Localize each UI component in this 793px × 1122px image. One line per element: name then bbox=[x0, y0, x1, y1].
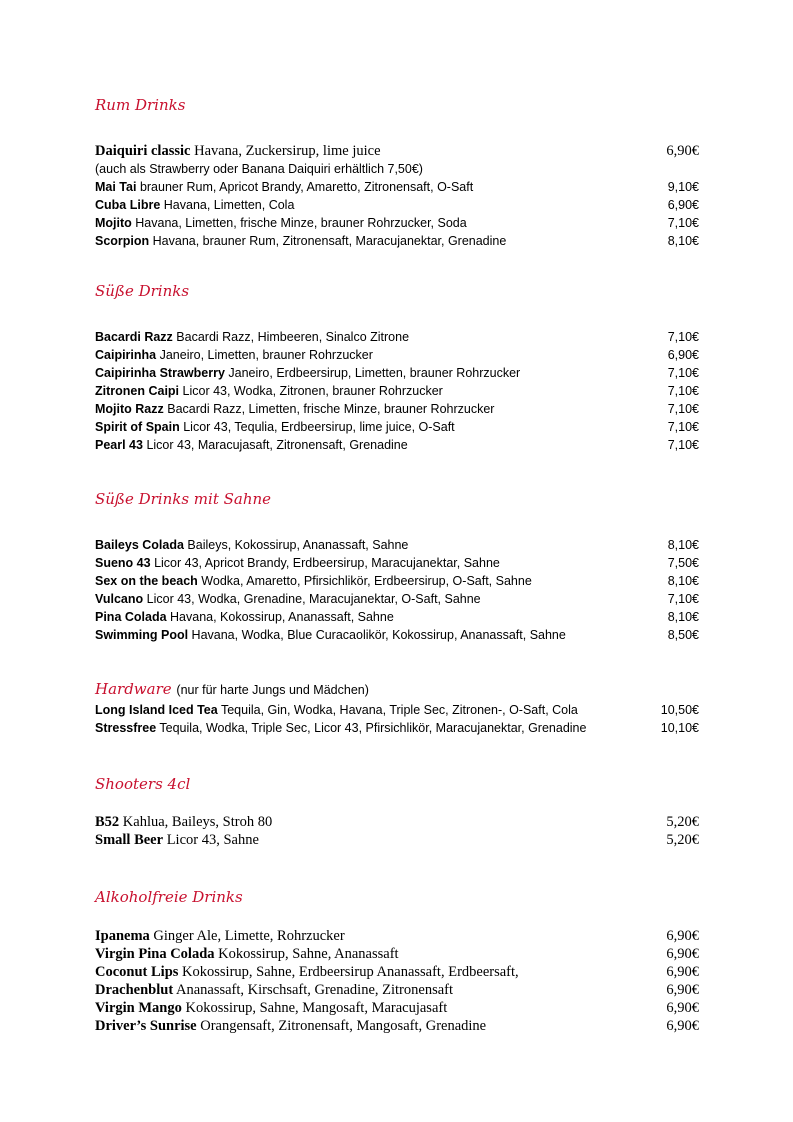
item-name: Long Island Iced Tea bbox=[95, 703, 218, 717]
section-suesse-drinks bbox=[95, 282, 699, 454]
menu-item bbox=[95, 364, 699, 382]
item-price: 7,10€ bbox=[667, 402, 699, 416]
item-name: Mojito Razz bbox=[95, 402, 164, 416]
item-name: Virgin Pina Colada bbox=[95, 946, 215, 962]
item-description: Wodka, Amaretto, Pfirsichlikör, Erdbeersirup, O-Saft, Sahne bbox=[201, 574, 532, 588]
item-description: Kokossirup, Sahne, Mangosaft, Maracujasaft bbox=[185, 1000, 448, 1016]
menu-item bbox=[95, 328, 699, 346]
item-price: 6,90€ bbox=[666, 1018, 699, 1034]
item-description: Janeiro, Limetten, brauner Rohrzucker bbox=[159, 348, 373, 362]
item-description: Ananassaft, Kirschsaft, Grenadine, Zitronensaft bbox=[175, 982, 453, 998]
menu-item bbox=[95, 831, 699, 849]
item-price: 5,20€ bbox=[666, 814, 699, 830]
item-price: 6,90€ bbox=[666, 1000, 699, 1016]
item-name: Spirit of Spain bbox=[95, 420, 180, 434]
item-description: Orangensaft, Zitronensaft, Mangosaft, Grenadine bbox=[200, 1018, 487, 1034]
item-name: Caipirinha Strawberry bbox=[95, 366, 225, 380]
item-price: 7,10€ bbox=[667, 330, 699, 344]
menu-item bbox=[95, 400, 699, 418]
item-description: Licor 43, Wodka, Zitronen, brauner Rohrzucker bbox=[182, 384, 443, 398]
item-name: Caipirinha bbox=[95, 348, 157, 362]
section-rum-drinks bbox=[95, 96, 699, 250]
menu-item bbox=[95, 232, 699, 250]
section-title bbox=[95, 680, 699, 698]
section-title: Süße Drinks bbox=[95, 282, 190, 300]
item-description: Licor 43, Maracujasaft, Zitronensaft, Grenadine bbox=[146, 438, 408, 452]
section-shooters bbox=[95, 775, 699, 849]
menu-item bbox=[95, 999, 699, 1017]
item-price: 7,10€ bbox=[667, 420, 699, 434]
section-title: Süße Drinks mit Sahne bbox=[95, 490, 272, 508]
menu-item bbox=[95, 813, 699, 831]
item-description: Havana, Zuckersirup, lime juice bbox=[194, 143, 381, 159]
item-name: Bacardi Razz bbox=[95, 330, 173, 344]
item-name: Small Beer bbox=[95, 832, 164, 848]
hardware-subtitle: (nur für harte Jungs und Mädchen) bbox=[176, 683, 369, 697]
item-name: Pearl 43 bbox=[95, 438, 143, 452]
item-name: Sueno 43 bbox=[95, 556, 151, 570]
menu-item bbox=[95, 554, 699, 572]
item-name: B52 bbox=[95, 814, 120, 830]
item-price: 7,50€ bbox=[667, 556, 699, 570]
item-price: 8,10€ bbox=[667, 610, 699, 624]
item-description: Licor 43, Apricot Brandy, Erdbeersirup, Maracujanektar, Sahne bbox=[154, 556, 500, 570]
item-price: 7,10€ bbox=[667, 366, 699, 380]
item-price: 10,50€ bbox=[660, 703, 699, 717]
item-description: Bacardi Razz, Limetten, frische Minze, brauner Rohrzucker bbox=[167, 402, 495, 416]
hardware-title: Hardware bbox=[95, 680, 172, 698]
item-price: 7,10€ bbox=[667, 592, 699, 606]
item-price: 8,10€ bbox=[667, 574, 699, 588]
item-price: 8,50€ bbox=[667, 628, 699, 642]
item-name: Sex on the beach bbox=[95, 574, 198, 588]
item-price: 10,10€ bbox=[660, 721, 699, 735]
section-sahne-drinks bbox=[95, 490, 699, 644]
item-name: Zitronen Caipi bbox=[95, 384, 180, 398]
menu-item bbox=[95, 981, 699, 999]
item-name: Daiquiri classic bbox=[95, 143, 191, 159]
menu-item bbox=[95, 701, 699, 719]
item-price: 6,90€ bbox=[666, 964, 699, 980]
item-description: Tequila, Wodka, Triple Sec, Licor 43, Pfirsichlikör, Maracujanektar, Grenadine bbox=[159, 721, 587, 735]
item-price: 7,10€ bbox=[667, 216, 699, 230]
menu-item bbox=[95, 418, 699, 436]
menu-item bbox=[95, 1017, 699, 1035]
item-price: 6,90€ bbox=[666, 928, 699, 944]
item-description: Janeiro, Erdbeersirup, Limetten, brauner Rohrzucker bbox=[228, 366, 521, 380]
menu-item bbox=[95, 572, 699, 590]
item-name: Driver’s Sunrise bbox=[95, 1018, 197, 1034]
item-description: Havana, Kokossirup, Ananassaft, Sahne bbox=[170, 610, 394, 624]
menu-item bbox=[95, 196, 699, 214]
item-description: Licor 43, Wodka, Grenadine, Maracujanektar, O-Saft, Sahne bbox=[146, 592, 481, 606]
daiquiri-note: (auch als Strawberry oder Banana Daiquiri erhältlich 7,50€) bbox=[95, 162, 423, 176]
item-description: Havana, brauner Rum, Zitronensaft, Maracujanektar, Grenadine bbox=[152, 234, 507, 248]
item-price: 5,20€ bbox=[666, 832, 699, 848]
item-name: Mai Tai bbox=[95, 180, 137, 194]
item-description: Havana, Limetten, Cola bbox=[163, 198, 295, 212]
item-description: Licor 43, Tequlia, Erdbeersirup, lime juice, O-Saft bbox=[183, 420, 455, 434]
item-name: Ipanema bbox=[95, 928, 150, 944]
item-price: 6,90€ bbox=[666, 143, 699, 159]
menu-item bbox=[95, 927, 699, 945]
menu-item bbox=[95, 626, 699, 644]
menu-item bbox=[95, 963, 699, 981]
item-description: Bacardi Razz, Himbeeren, Sinalco Zitrone bbox=[176, 330, 410, 344]
menu-item bbox=[95, 608, 699, 626]
item-price: 6,90€ bbox=[667, 348, 699, 362]
item-name: Scorpion bbox=[95, 234, 150, 248]
item-name: Baileys Colada bbox=[95, 538, 184, 552]
item-name: Stressfree bbox=[95, 721, 157, 735]
item-price: 9,10€ bbox=[667, 180, 699, 194]
item-description: Kokossirup, Sahne, Ananassaft bbox=[218, 946, 399, 962]
item-price: 6,90€ bbox=[666, 946, 699, 962]
menu-item bbox=[95, 346, 699, 364]
section-alkoholfreie-drinks bbox=[95, 888, 699, 1035]
menu-item bbox=[95, 214, 699, 232]
item-price: 7,10€ bbox=[667, 384, 699, 398]
item-name: Virgin Mango bbox=[95, 1000, 182, 1016]
menu-item bbox=[95, 436, 699, 454]
item-name: Coconut Lips bbox=[95, 964, 179, 980]
item-name: Mojito bbox=[95, 216, 132, 230]
menu-item bbox=[95, 536, 699, 554]
item-price: 6,90€ bbox=[666, 982, 699, 998]
item-price: 7,10€ bbox=[667, 438, 699, 452]
item-name: Cuba Libre bbox=[95, 198, 161, 212]
menu-item bbox=[95, 178, 699, 196]
item-description: Kokossirup, Sahne, Erdbeersirup Ananassaft, Erdbeersaft, bbox=[182, 964, 519, 980]
item-name: Drachenblut bbox=[95, 982, 174, 998]
item-description: Havana, Limetten, frische Minze, brauner Rohrzucker, Soda bbox=[135, 216, 467, 230]
menu-item bbox=[95, 142, 699, 160]
item-name: Pina Colada bbox=[95, 610, 167, 624]
menu-item bbox=[95, 382, 699, 400]
section-title: Rum Drinks bbox=[95, 96, 186, 114]
item-description: Baileys, Kokossirup, Ananassaft, Sahne bbox=[187, 538, 409, 552]
item-description: Licor 43, Sahne bbox=[166, 832, 259, 848]
item-description: brauner Rum, Apricot Brandy, Amaretto, Zitronensaft, O-Saft bbox=[139, 180, 474, 194]
menu-item bbox=[95, 945, 699, 963]
item-description: Ginger Ale, Limette, Rohrzucker bbox=[153, 928, 345, 944]
menu-item bbox=[95, 590, 699, 608]
item-price: 8,10€ bbox=[667, 538, 699, 552]
item-description: Kahlua, Baileys, Stroh 80 bbox=[122, 814, 273, 830]
item-name: Swimming Pool bbox=[95, 628, 189, 642]
section-hardware bbox=[95, 680, 699, 737]
item-description: Havana, Wodka, Blue Curacaolikör, Kokossirup, Ananassaft, Sahne bbox=[191, 628, 566, 642]
section-title: Alkoholfreie Drinks bbox=[95, 888, 243, 906]
menu-item bbox=[95, 719, 699, 737]
section-title: Shooters 4cl bbox=[95, 775, 191, 793]
item-price: 8,10€ bbox=[667, 234, 699, 248]
item-name: Vulcano bbox=[95, 592, 144, 606]
item-description: Tequila, Gin, Wodka, Havana, Triple Sec, Zitronen-, O-Saft, Cola bbox=[220, 703, 578, 717]
item-price: 6,90€ bbox=[667, 198, 699, 212]
